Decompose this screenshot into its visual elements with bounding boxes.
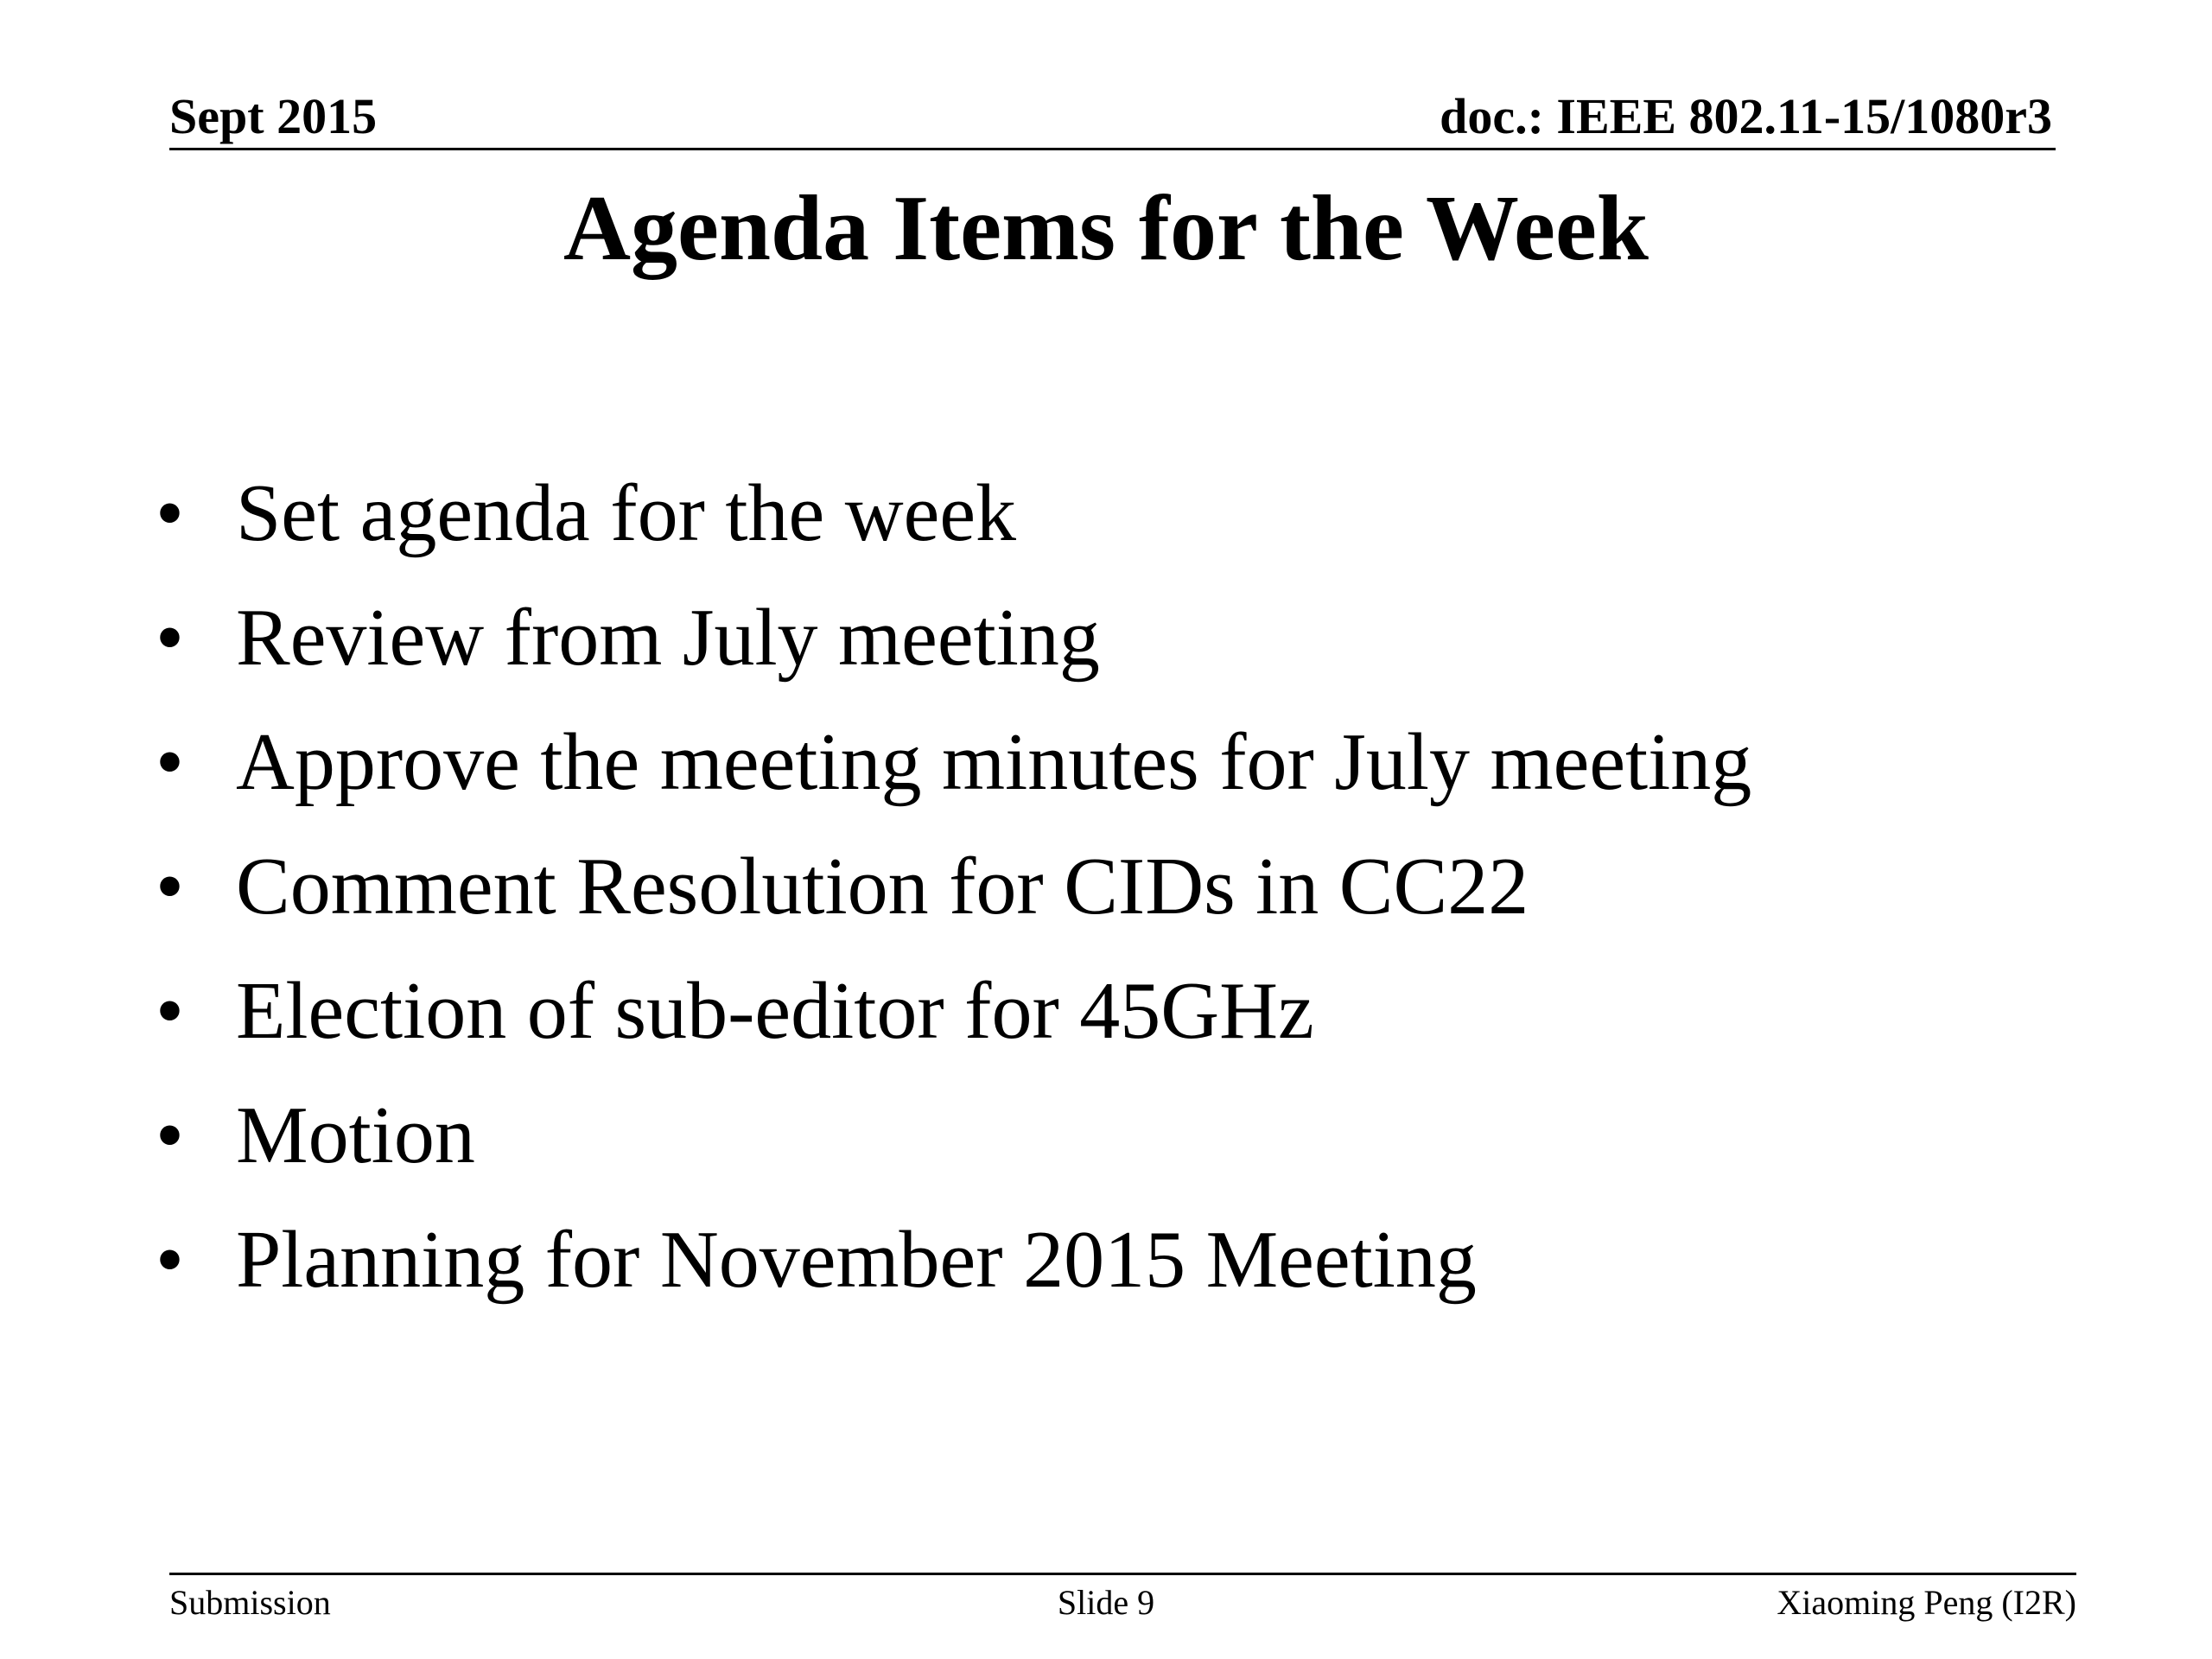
agenda-item-text: Planning for November 2015 Meeting	[236, 1215, 1477, 1305]
bullet-icon: •	[156, 1090, 184, 1180]
agenda-item-text: Approve the meeting minutes for July meeting	[236, 717, 1752, 807]
header-divider	[169, 148, 2056, 150]
bullet-icon: •	[156, 842, 184, 931]
footer-author: Xiaoming Peng (I2R)	[1777, 1583, 2076, 1622]
slide-title: Agenda Items for the Week	[563, 177, 1649, 280]
agenda-item	[156, 964, 2100, 1089]
agenda-item-text: Set agenda for the week	[236, 468, 1017, 558]
agenda-item-text: Review from July meeting	[236, 593, 1100, 683]
agenda-item-text: Motion	[236, 1090, 475, 1180]
footer-slide-number: Slide 9	[1057, 1583, 1155, 1622]
footer-divider	[169, 1573, 2076, 1575]
bullet-icon: •	[156, 966, 184, 1056]
agenda-item	[156, 591, 2100, 715]
agenda-item-text: Comment Resolution for CIDs in CC22	[236, 842, 1529, 931]
agenda-item	[156, 1213, 2100, 1338]
header-doc-id: doc.: IEEE 802.11-15/1080r3	[1440, 88, 2052, 144]
header-date: Sept 2015	[169, 88, 378, 144]
bullet-icon: •	[156, 468, 184, 558]
agenda-item	[156, 840, 2100, 964]
agenda-item	[156, 1089, 2100, 1213]
agenda-item	[156, 467, 2100, 591]
agenda-item	[156, 715, 2100, 840]
bullet-icon: •	[156, 717, 184, 807]
bullet-icon: •	[156, 1215, 184, 1305]
footer-submission: Submission	[169, 1583, 331, 1622]
bullet-icon: •	[156, 593, 184, 683]
agenda-item-text: Election of sub-editor for 45GHz	[236, 966, 1314, 1056]
agenda-list	[156, 467, 2100, 1338]
